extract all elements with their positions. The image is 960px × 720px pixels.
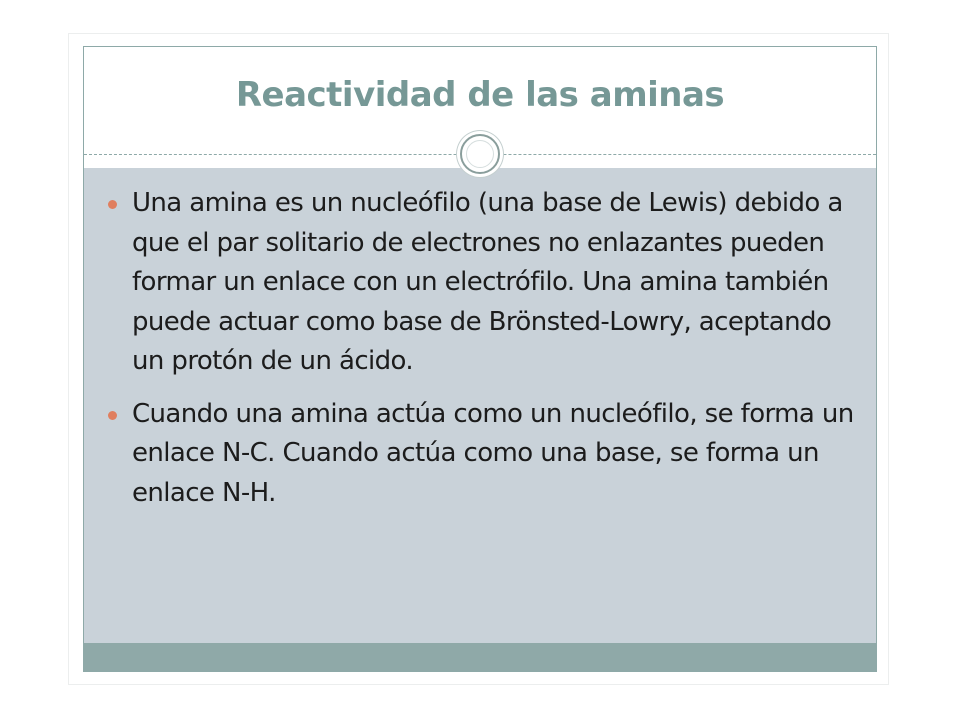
slide [83, 46, 877, 672]
divider-circle-icon [460, 134, 500, 174]
content-area [84, 168, 876, 643]
bullet-dot-icon [108, 411, 117, 420]
footer-band [84, 643, 876, 672]
bullet-item [106, 184, 854, 382]
bullet-text: Una amina es un nucleófilo (una base de Lewis) debido a que el par solitario de electrones no enlazantes pueden formar un enlace con un electrófilo. Una amina también puede actuar como base de Brönsted-Lowry, aceptando un protón de un ácido. [132, 188, 843, 376]
bullet-item [106, 395, 854, 514]
bullet-text: Cuando una amina actúa como un nucleófilo, se forma un enlace N-C. Cuando actúa como una base, se forma un enlace N-H. [132, 398, 854, 508]
bullet-dot-icon [108, 200, 117, 209]
bullet-list [106, 184, 854, 513]
slide-title: Reactividad de las aminas [235, 75, 725, 115]
